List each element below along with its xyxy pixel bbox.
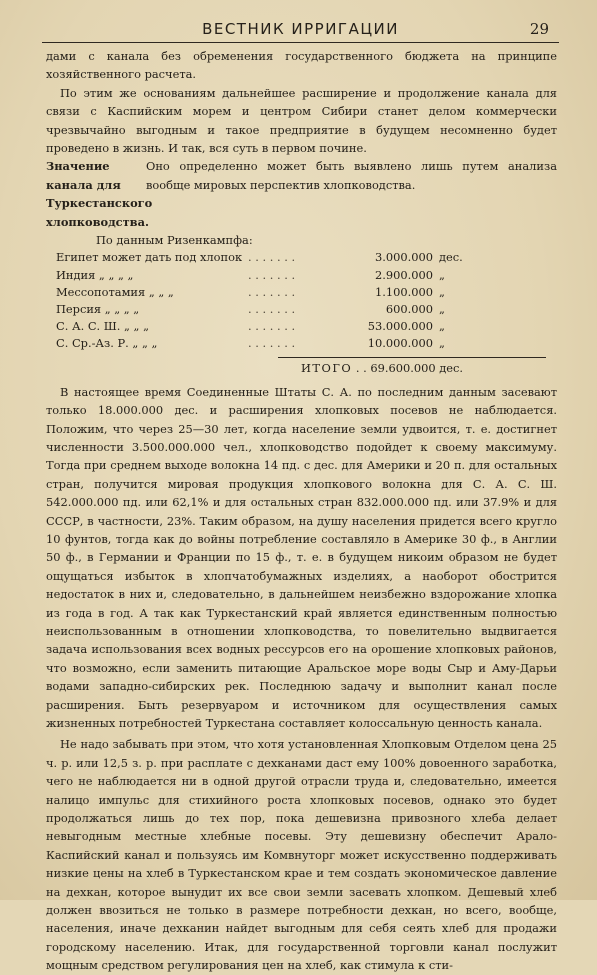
paragraph-1: дами с канала без обременения государственного бюджета на принципе хозяйственного расчета. bbox=[46, 49, 557, 82]
unit-cell: „ bbox=[439, 302, 445, 317]
article-body bbox=[46, 47, 557, 975]
leader-dots: . . . . . . . bbox=[248, 250, 296, 265]
area-value: 600.000 bbox=[385, 302, 433, 317]
cotton-area-table bbox=[56, 249, 479, 352]
side-heading-block bbox=[46, 157, 557, 231]
country-cell: С. Ср.-Аз. Р. „ „ „ bbox=[56, 336, 158, 351]
total-unit: дес. bbox=[439, 360, 463, 375]
table-intro: По данным Ризенкампфа: bbox=[96, 233, 253, 248]
paragraph-2: По этим же основаниям дальнейшее расширение и продолжение канала для связи с Каспийским морем и центром Сибири станет делом коммерчески чрезвычайно выгодным и такое предприятие в будущем несомненно будет проведено в жизнь. И так, вся суть в первом почине. bbox=[46, 85, 557, 156]
unit-cell: дес. bbox=[439, 250, 463, 265]
paragraph-3: В настоящее время Соединенные Штаты С. А. по последним данным засевают только 18.000.000 дес. и расширения хлопковых посевов не наблюдается. Положим, что через 25—30 лет, когда население земли удвоится, т. е. достигнет численности 3.500.000.000 чел., хлопководство подойдет к своему максимуму. Тогда при среднем выходе волокна 14 пд. с дес. для Америки и 20 п. для остальных стран, получится мировая продукция хлопкового волокна для С. А. С. Ш. 542.000.000 пд. или 62,1% и для остальных стран 832.000.000 пд. или 37.9% и для СССР, в частности, 23%. Таким образом, на душу населения придется всего кругло 10 фунтов, тогда как до войны потребление составляло в Америке 30 ф., в Англии 50 ф., в Германии и Франции по 15 ф., т. е. в будущем никоим образом не будет ощущаться избыток в хлопчатобумажных изделиях, а наоборот обострится недостаток в них и, следовательно, в дальнейшем неизбежно вздорожание хлопка из года в год. А так как Туркестанский край является единственным полностью неиспользованным в отношении хлопководства, то повелительно выдвигается задача использования всех водных рессурсов его на орошение хлопковых районов, что возможно, если заменить питающие Аральское море воды Сыр и Аму-Дарьи водами западно-сибирских рек. Последнюю задачу и выполнит канал после расширения. Быть резервуаром и источником для осуществления самых жизненных потребностей Туркестана составляет колоссальную ценность канала. bbox=[46, 384, 557, 730]
unit-cell: „ bbox=[439, 336, 445, 351]
total-value: 69.600.000 bbox=[370, 360, 436, 375]
country-cell: Индия „ „ „ „ bbox=[56, 267, 134, 282]
table-row bbox=[56, 335, 479, 352]
leader-dots: . . . . . . . bbox=[248, 319, 296, 334]
unit-cell: „ bbox=[439, 319, 445, 334]
leader-dots: . . . . . . . bbox=[248, 267, 296, 282]
table-row bbox=[56, 267, 479, 284]
leader-dots: . . . . . . . bbox=[248, 302, 296, 317]
total-row bbox=[301, 359, 557, 377]
country-cell: Мессопотамия „ „ „ bbox=[56, 284, 174, 299]
side-heading: Значение канала для Туркестанского хлопководства. bbox=[46, 159, 153, 229]
total-rule bbox=[278, 357, 546, 358]
country-cell: Египет может дать под хлопок bbox=[56, 250, 243, 265]
leader-dots: . . . . . . . bbox=[248, 284, 296, 299]
table-row bbox=[56, 249, 479, 266]
paragraph-4: Не надо забывать при этом, что хотя установленная Хлопковым Отделом цена 25 ч. р. или 12,5 з. р. при расплате с дехканами даст ему 100% довоенного заработка, чего не наблюдается ни в одной другой отрасли труда и, следовательно, имеется налицо импульс для стихийного роста хлопковых посевов, однако это будет продолжаться лишь до тех пор, пока дешевизна привозного хлеба делает невыгодным местные хлебные посевы. Эту дешевизну обеспечит Арало-Каспийский канал и пользуясь им Комвнуторг может искусственно поддерживать низкие цены на хлеб в Туркестанском крае и тем создать экономическое давление на дехкан, которое вынудит их все свои земли засевать хлопком. Дешевый хлеб должен ввозиться не только в размере потребности дехкан, но всего, вообще, населения, иначе дехканин найдет выгодным для себя сеять хлеб для продажи городскому населению. Итак, для государственной торговли канал послужит мощным средством регулирования цен на хлеб, как стимула к сти- bbox=[46, 737, 557, 973]
table-row bbox=[56, 284, 479, 301]
area-value: 10.000.000 bbox=[367, 336, 433, 351]
country-cell: С. А. С. Ш. „ „ „ bbox=[56, 319, 149, 334]
area-value: 2.900.000 bbox=[375, 267, 433, 282]
table-row bbox=[56, 318, 479, 335]
side-text: Оно определенно может быть выявлено лишь путем анализа вообще мировых перспектив хлопководства. bbox=[146, 159, 557, 192]
area-value: 53.000.000 bbox=[367, 319, 433, 334]
table-row bbox=[56, 301, 479, 318]
page-header bbox=[42, 0, 559, 43]
area-value: 1.100.000 bbox=[375, 284, 433, 299]
total-dots: . . bbox=[355, 360, 367, 375]
country-cell: Персия „ „ „ „ bbox=[56, 302, 140, 317]
leader-dots: . . . . . . . bbox=[248, 336, 296, 351]
journal-title: ВЕСТНИК ИРРИГАЦИИ bbox=[202, 20, 399, 38]
total-label: ИТОГО bbox=[301, 360, 353, 375]
area-value: 3.000.000 bbox=[375, 250, 433, 265]
unit-cell: „ bbox=[439, 267, 445, 282]
page-number: 29 bbox=[529, 20, 549, 38]
unit-cell: „ bbox=[439, 284, 445, 299]
